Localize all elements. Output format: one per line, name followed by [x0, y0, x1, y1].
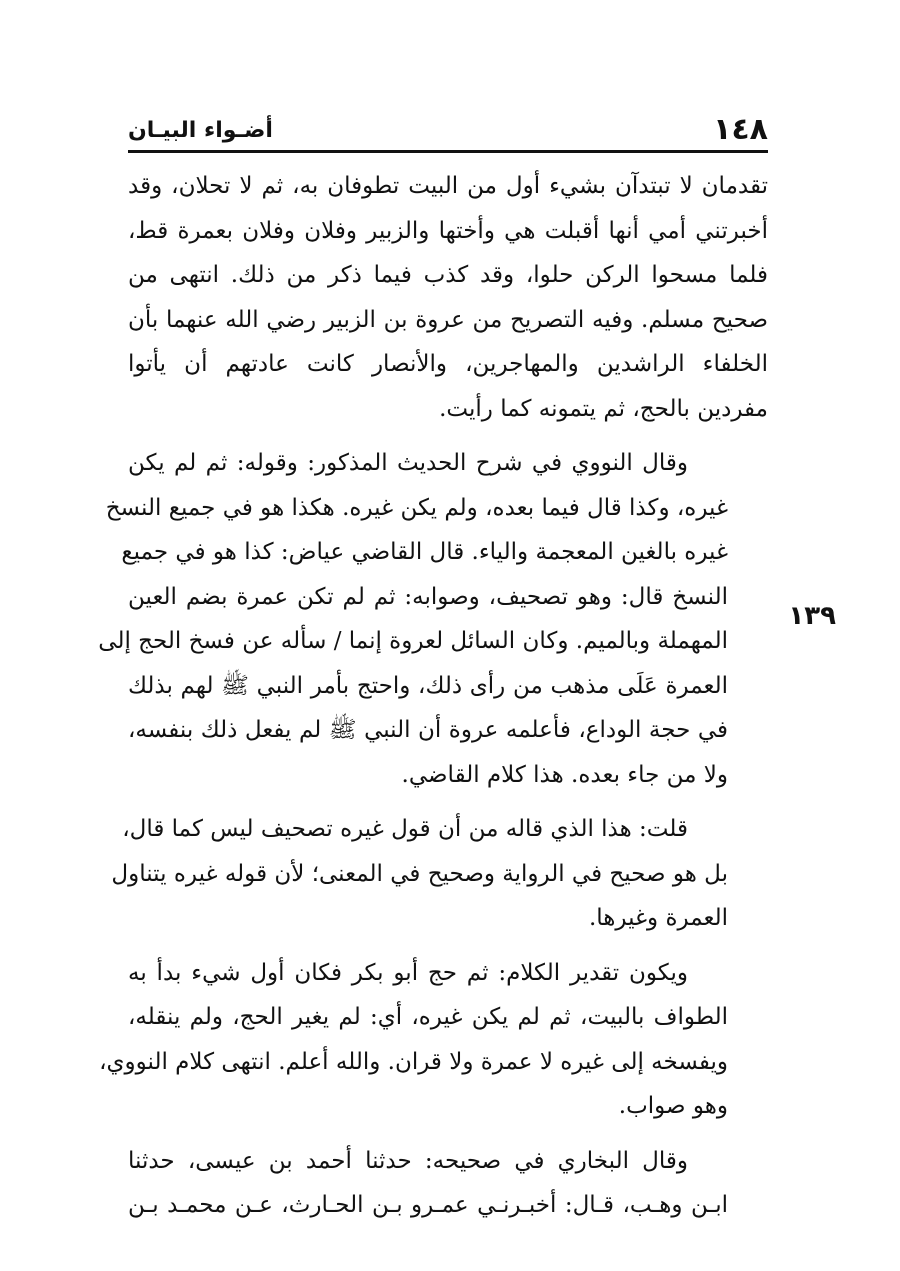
margin-page-reference: ١٣٩: [788, 601, 836, 631]
paragraph-4: [99, 951, 768, 1129]
text-line: العمرة وغيرها.: [588, 905, 728, 931]
text-line: غيره بالغين المعجمة والياء. قال القاضي عياض: كذا هو في جميع: [121, 539, 728, 565]
text-line: ولا من جاء بعده. هذا كلام القاضي.: [401, 761, 728, 788]
text-line: وقال البخاري في صحيحه: حدثنا أحمد بن عيسى، حدثنا: [128, 1147, 688, 1174]
running-title: أضـواء البيـان: [128, 118, 273, 143]
text-line: الخلفاء الراشدين والمهاجرين، والأنصار كانت عادتهم أن يأتوا: [128, 351, 768, 377]
text-line: العمرة عَلَى مذهب من رأى ذلك، واحتج بأمر النبي ﷺ لهم بذلك: [128, 672, 728, 699]
paragraph-5: [128, 1139, 768, 1228]
text-line: أخبرتني أمي أنها أقبلت هي وأختها والزبير وفلان وفلان بعمرة قط،: [128, 217, 768, 244]
header-rule: [128, 150, 768, 153]
page-number: ١٤٨: [713, 112, 768, 147]
paragraph-3: [111, 807, 768, 941]
text-line: في حجة الوداع، فأعلمه عروة أن النبي ﷺ لم يفعل ذلك بنفسه،: [128, 717, 728, 743]
paragraph-2: [98, 441, 768, 797]
text-line: ابـن وهـب، قـال: أخبـرنـي عمـرو بـن الحـارث، عـن محمـد بـن: [128, 1192, 728, 1218]
text-line: المهملة وبالميم. وكان السائل لعروة إنما / سأله عن فسخ الحج إلى: [98, 628, 728, 654]
text-line: صحيح مسلم. وفيه التصريح من عروة بن الزبير رضي الله عنهما بأن: [128, 306, 768, 333]
body-text: [98, 164, 768, 1238]
text-line: ويفسخه إلى غيره لا عمرة ولا قران. والله أعلم. انتهى كلام النووي،: [99, 1048, 728, 1075]
text-line: تقدمان لا تبتدآن بشيء أول من البيت تطوفان به، ثم لا تحلان، وقد: [128, 173, 768, 199]
page-header: [128, 112, 768, 148]
paragraph-1: [128, 164, 768, 431]
text-line: غيره، وكذا قال فيما بعده، ولم يكن غيره. هكذا هو في جميع النسخ: [105, 494, 728, 521]
text-line: وقال النووي في شرح الحديث المذكور: وقوله: ثم لم يكن: [128, 450, 688, 476]
text-line: فلما مسحوا الركن حلوا، وقد كذب فيما ذكر من ذلك. انتهى من: [128, 262, 768, 288]
text-line: ويكون تقدير الكلام: ثم حج أبو بكر فكان أول شيء بدأ به: [128, 959, 688, 986]
text-line: بل هو صحيح في الرواية وصحيح في المعنى؛ لأن قوله غيره يتناول: [111, 860, 728, 887]
text-line: وهو صواب.: [618, 1093, 728, 1119]
text-line: الطواف بالبيت، ثم لم يكن غيره، أي: لم يغير الحج، ولم ينقله،: [128, 1004, 728, 1030]
text-line: النسخ قال: وهو تصحيف، وصوابه: ثم لم تكن عمرة بضم العين: [128, 583, 728, 610]
text-line: مفردين بالحج، ثم يتمونه كما رأيت.: [439, 395, 768, 422]
text-line: قلت: هذا الذي قاله من أن قول غيره تصحيف ليس كما قال،: [122, 816, 688, 842]
